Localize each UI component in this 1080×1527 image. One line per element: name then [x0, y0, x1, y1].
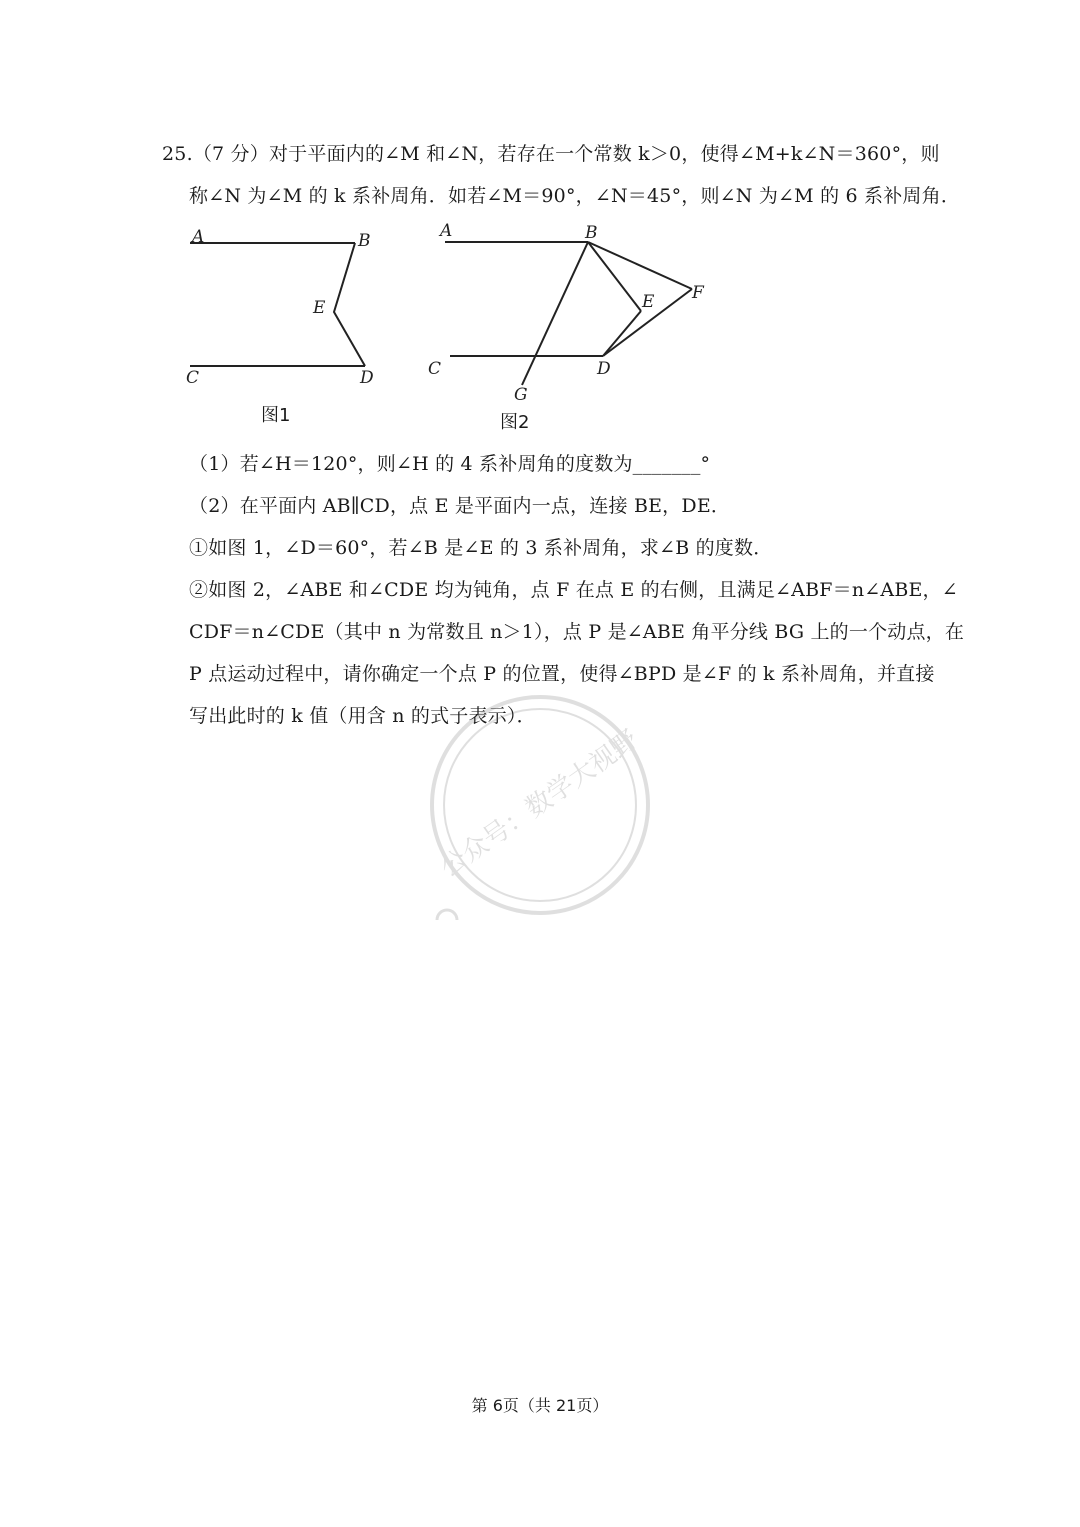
- question-2-part-2-line-1: ②如图 2，∠ABE 和∠CDE 均为钝角，点 F 在点 E 的右侧，且满足∠ABF＝n∠ABE，∠: [189, 579, 958, 601]
- figure-1-caption: 图1: [261, 405, 291, 426]
- fig1-label-d: D: [360, 368, 374, 388]
- figure-2-caption: 图2: [500, 412, 530, 433]
- fig1-label-a: A: [192, 227, 205, 247]
- fig2-segment-bg: [522, 242, 588, 385]
- page-footer: 第 6页（共 21页）: [471, 1396, 609, 1415]
- fig1-label-c: C: [186, 368, 200, 388]
- fig2-label-e: E: [642, 292, 655, 312]
- problem-line-1: 25.（7 分）对于平面内的∠M 和∠N，若存在一个常数 k＞0，使得∠M+k∠N＝360°，则: [162, 143, 940, 165]
- figure-2: [0, 0, 720, 440]
- fig2-label-g: G: [514, 385, 528, 405]
- fig2-label-f: F: [692, 283, 704, 303]
- fig2-segment-ed: [603, 311, 641, 356]
- question-2-part-1: ①如图 1，∠D＝60°，若∠B 是∠E 的 3 系补周角，求∠B 的度数．: [189, 537, 773, 559]
- question-2: （2）在平面内 AB∥CD，点 E 是平面内一点，连接 BE，DE．: [189, 495, 731, 517]
- fig2-segment-bf: [588, 242, 692, 289]
- problem-line-2: 称∠N 为∠M 的 k 系补周角．如若∠M＝90°，∠N＝45°，则∠N 为∠M 的 6 系补周角．: [189, 185, 961, 207]
- fig2-label-d: D: [597, 359, 611, 379]
- question-2-part-2-line-4: 写出此时的 k 值（用含 n 的式子表示）．: [189, 705, 536, 727]
- fig2-label-a: A: [440, 221, 453, 241]
- fig2-label-c: C: [428, 359, 442, 379]
- watermark-text: 公众号：数学大视野: [434, 724, 644, 884]
- fig1-label-e: E: [313, 298, 326, 318]
- question-2-part-2-line-3: P 点运动过程中，请你确定一个点 P 的位置，使得∠BPD 是∠F 的 k 系补周角，并直接: [189, 663, 935, 685]
- question-1: （1）若∠H＝120°，则∠H 的 4 系补周角的度数为_______°: [189, 453, 711, 475]
- fig2-segment-be: [588, 242, 641, 311]
- question-2-part-2-line-2: CDF＝n∠CDE（其中 n 为常数且 n＞1），点 P 是∠ABE 角平分线 BG 上的一个动点，在: [189, 621, 965, 643]
- fig2-label-b: B: [585, 223, 598, 243]
- fig1-label-b: B: [358, 231, 371, 251]
